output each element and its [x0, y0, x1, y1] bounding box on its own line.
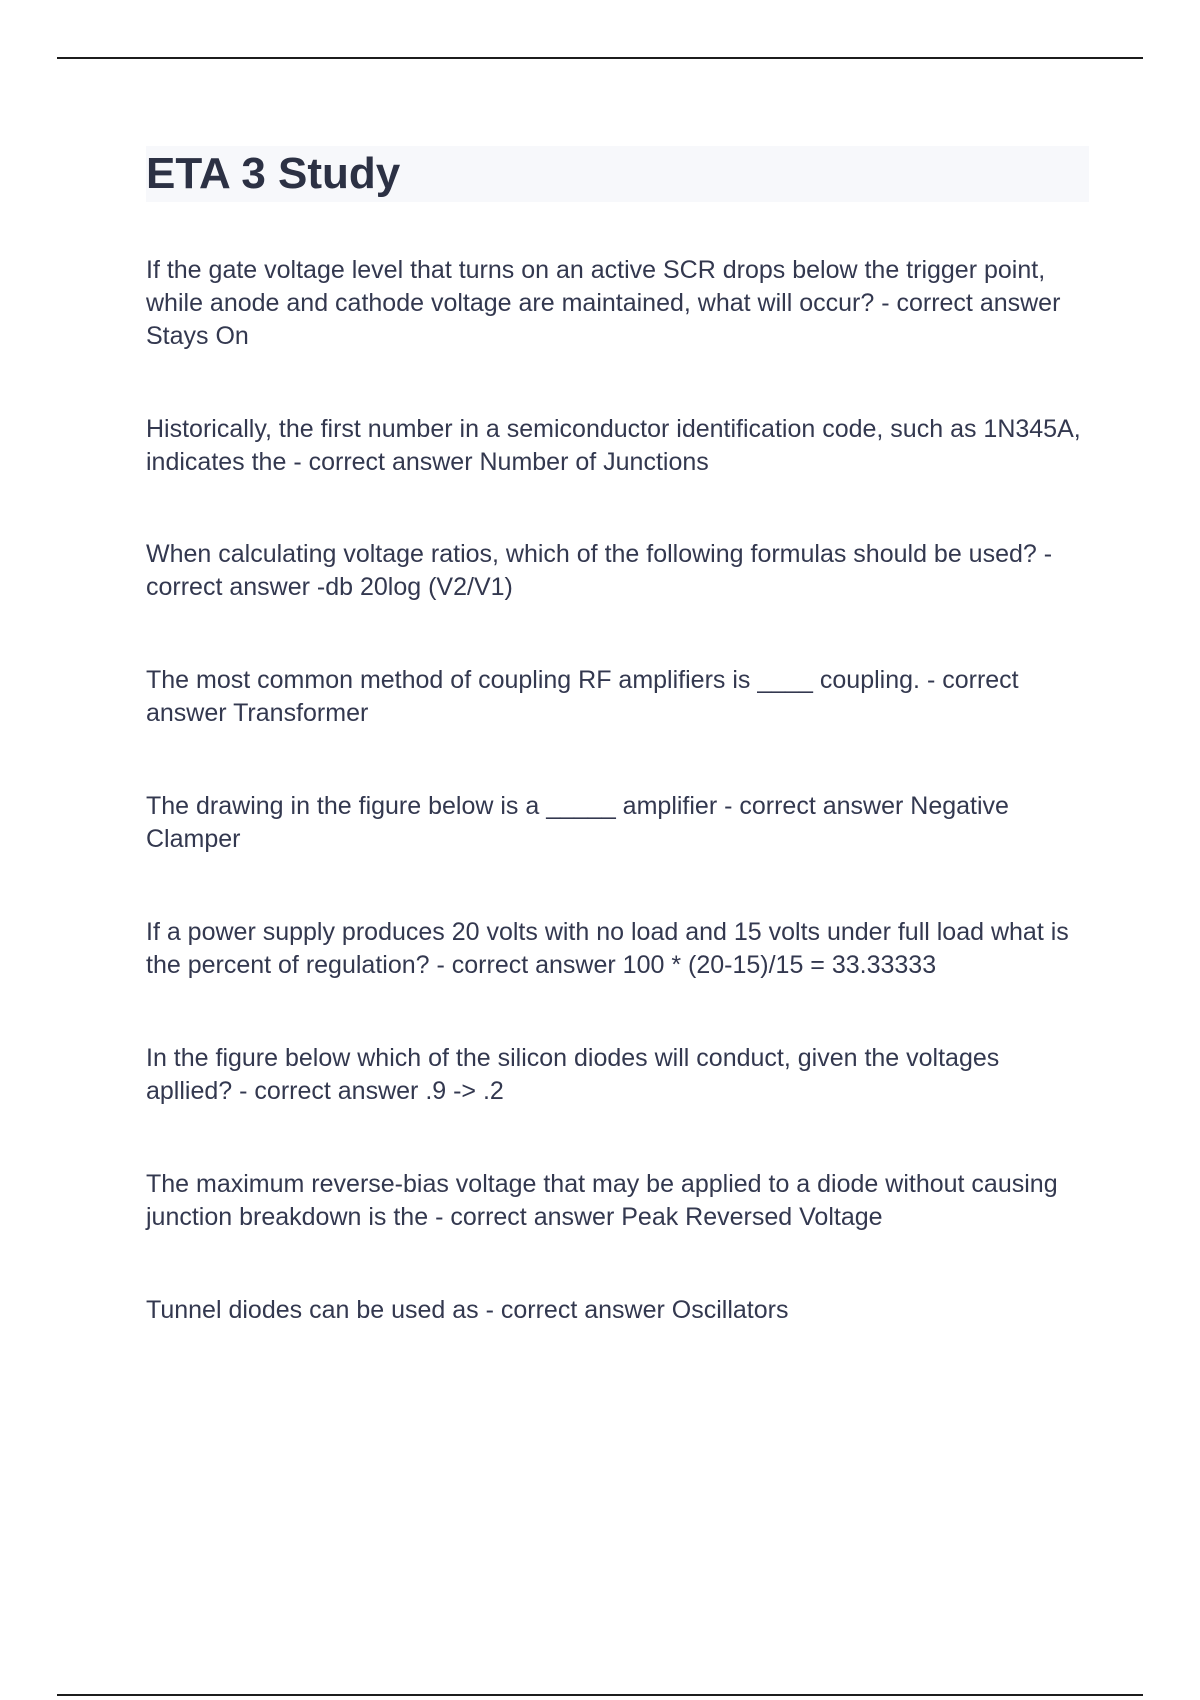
answer-marker: - correct answer [724, 792, 904, 820]
answer-text: 100 * (20-15)/15 = 33.33333 [622, 951, 937, 979]
question-text: The maximum reverse-bias voltage that may be applied to a diode without causing junction breakdown is the [146, 1170, 1058, 1231]
document-page [146, 146, 1089, 1327]
question-text: The drawing in the figure below is a _____ amplifier [146, 792, 718, 820]
question-text: The most common method of coupling RF amplifiers is ____ coupling. [146, 666, 920, 694]
title-bar [146, 146, 1089, 202]
qa-item [146, 916, 1089, 982]
answer-text: -db 20log (V2/V1) [316, 573, 513, 601]
answer-marker: - correct answer [146, 666, 1019, 727]
qa-item [146, 1168, 1089, 1234]
answer-marker: - correct answer [881, 289, 1061, 317]
answer-marker: - correct answer [239, 1077, 419, 1105]
question-text: Historically, the first number in a semiconductor identification code, such as 1N345A, indicates the [146, 415, 1081, 476]
question-text: If a power supply produces 20 volts with no load and 15 volts under full load what is the percent of regulation? [146, 918, 1069, 979]
qa-item [146, 538, 1089, 604]
answer-text: Peak Reversed Voltage [621, 1203, 883, 1231]
answer-marker: - correct answer [293, 448, 473, 476]
page-title: ETA 3 Study [146, 149, 401, 198]
answer-marker: - correct answer [146, 540, 1053, 601]
answer-text: Transformer [233, 699, 369, 727]
question-text: If the gate voltage level that turns on an active SCR drops below the trigger point, while anode and cathode voltage are maintained, what will occur? [146, 256, 1046, 317]
top-rule [57, 57, 1143, 59]
qa-item [146, 790, 1089, 856]
answer-text: Oscillators [671, 1296, 789, 1324]
answer-text: Stays On [146, 322, 249, 350]
question-text: When calculating voltage ratios, which of the following formulas should be used? [146, 540, 1037, 568]
qa-item [146, 664, 1089, 730]
qa-item [146, 1042, 1089, 1108]
qa-item [146, 1294, 1089, 1327]
qa-item [146, 413, 1089, 479]
answer-marker: - correct answer [485, 1296, 665, 1324]
qa-item [146, 254, 1089, 353]
answer-text: .9 -> .2 [425, 1077, 504, 1105]
answer-text: Number of Junctions [479, 448, 709, 476]
answer-marker: - correct answer [436, 951, 616, 979]
answer-text: Negative Clamper [146, 792, 1009, 853]
question-text: In the figure below which of the silicon diodes will conduct, given the voltages apllied? [146, 1044, 1000, 1105]
answer-marker: - correct answer [435, 1203, 615, 1231]
question-text: Tunnel diodes can be used as [146, 1296, 479, 1324]
bottom-rule [57, 1694, 1143, 1696]
